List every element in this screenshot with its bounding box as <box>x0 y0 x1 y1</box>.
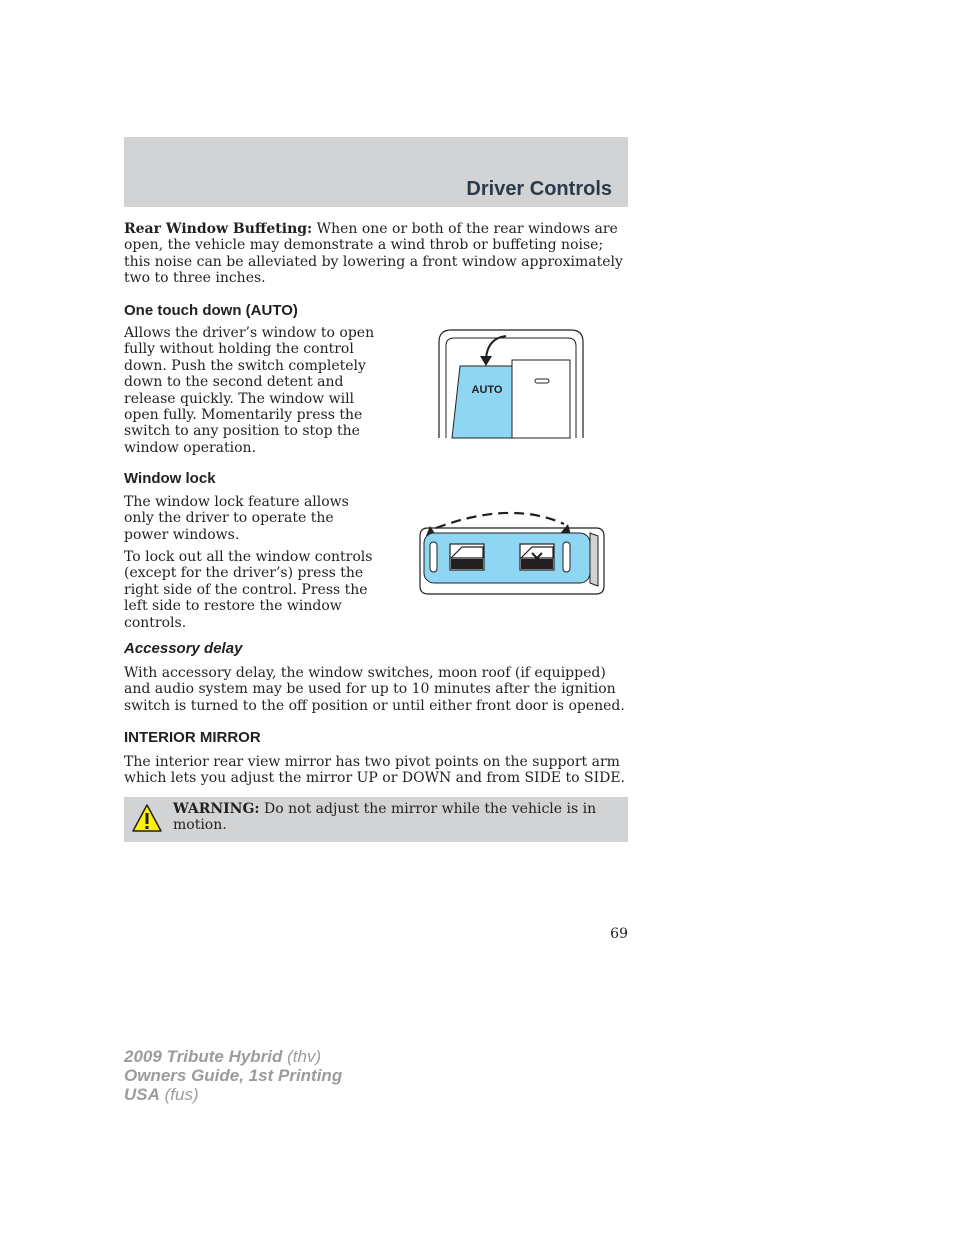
footer-model-code: (thv) <box>282 1047 322 1066</box>
window-unlocked-icon <box>450 544 484 570</box>
auto-switch-illustration <box>436 328 586 442</box>
accessory-delay-heading: Accessory delay <box>124 640 243 657</box>
document-footer <box>124 1047 342 1104</box>
section-header-band <box>124 137 628 207</box>
footer-guide: Owners Guide, 1st Printing <box>124 1066 343 1085</box>
warning-box <box>124 797 628 842</box>
rear-window-text: When one or both of the rear windows are open, the vehicle may demonstrate a wind throb or buffeting noise; this noise can be alleviated by lowering a front window approximately two to three inches. <box>124 221 623 287</box>
warning-text <box>173 801 613 834</box>
interior-mirror-heading: INTERIOR MIRROR <box>124 729 261 746</box>
footer-market: USA <box>124 1085 160 1104</box>
one-touch-heading: One touch down (AUTO) <box>124 302 298 319</box>
warning-triangle-icon <box>131 803 163 833</box>
rear-window-paragraph <box>124 221 628 287</box>
footer-market-code: (fus) <box>159 1085 199 1104</box>
window-lock-paragraph-2: To lock out all the window controls (except for the driver’s) press the right side of the control. Press the left side to restore the window controls. <box>124 549 373 631</box>
footer-line-3 <box>124 1085 342 1104</box>
footer-line-1 <box>124 1047 342 1066</box>
warning-label: WARNING: <box>173 801 260 817</box>
window-locked-icon <box>520 544 554 570</box>
rear-window-lead: Rear Window Buffeting: <box>124 221 313 237</box>
footer-model: 2009 Tribute Hybrid <box>124 1047 283 1066</box>
interior-mirror-paragraph: The interior rear view mirror has two pivot points on the support arm which lets you adjust the mirror UP or DOWN and from SIDE to SIDE. <box>124 754 625 787</box>
one-touch-paragraph: Allows the driver’s window to open fully without holding the control down. Push the switch completely down to the second detent and release quickly. The window will open fully. Momentarily press the switch to any position to stop the window operation. <box>124 325 375 456</box>
auto-label: AUTO <box>471 384 503 396</box>
footer-line-2 <box>124 1066 342 1085</box>
section-title: Driver Controls <box>466 178 612 200</box>
accessory-delay-paragraph: With accessory delay, the window switches, moon roof (if equipped) and audio system may be used for up to 10 minutes after the ignition switch is turned to the off position or until either front door is opened. <box>124 665 625 714</box>
window-lock-illustration <box>416 506 608 598</box>
warning-message: Do not adjust the mirror while the vehicle is in motion. <box>173 801 597 834</box>
window-lock-heading: Window lock <box>124 470 216 487</box>
page-number: 69 <box>610 926 628 942</box>
window-lock-paragraph-1: The window lock feature allows only the driver to operate the power windows. <box>124 494 349 543</box>
